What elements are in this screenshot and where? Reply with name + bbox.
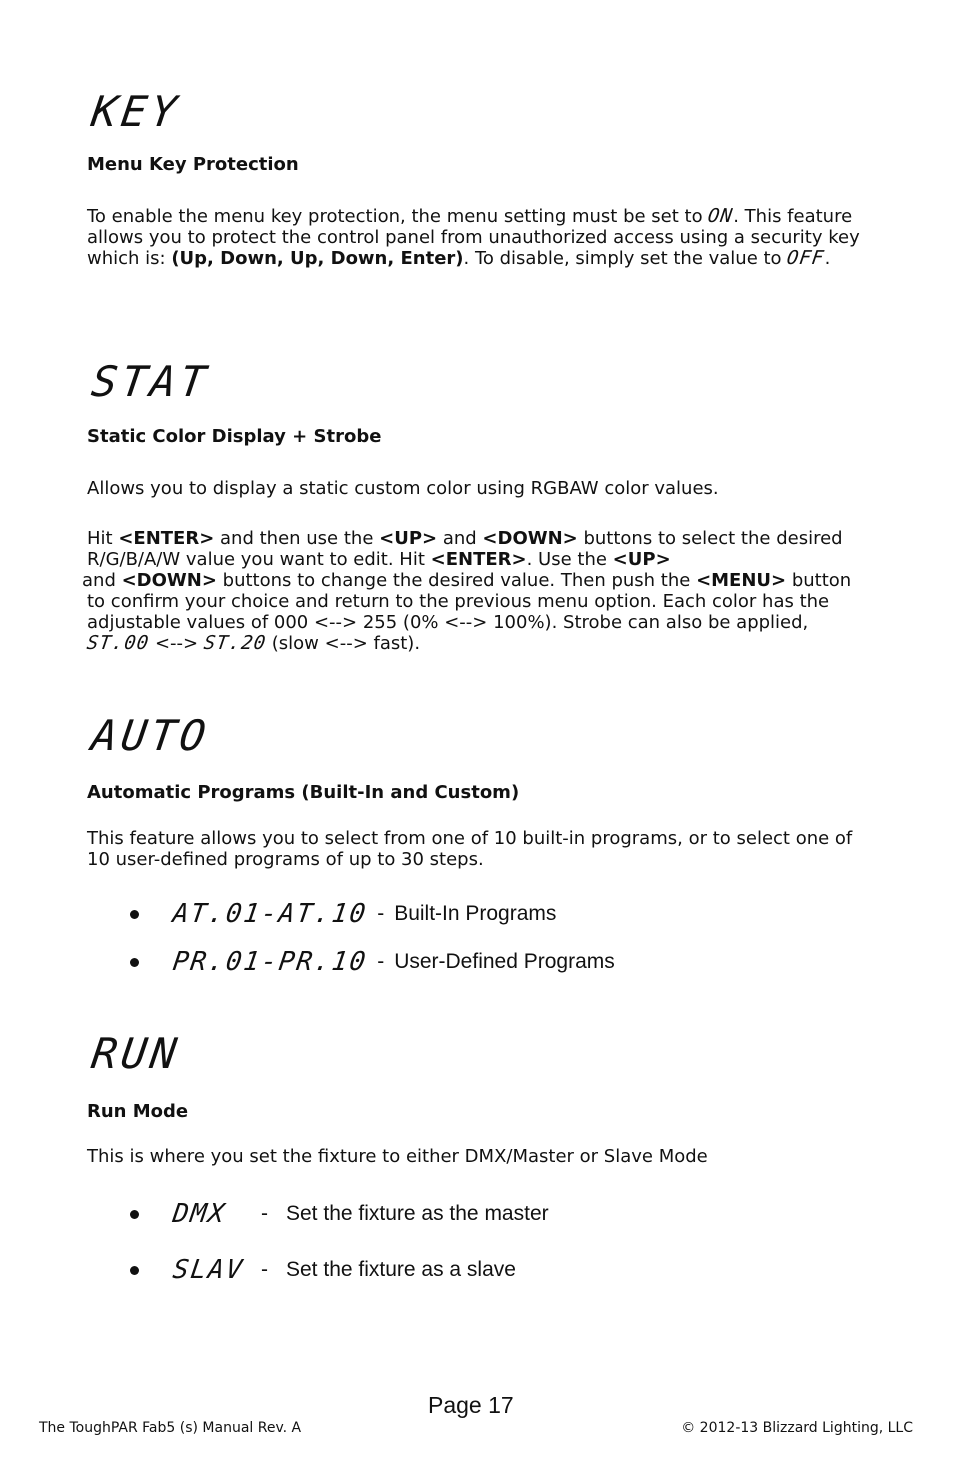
lcd-on-code: ON: [706, 205, 735, 227]
bullet-icon: [130, 958, 139, 967]
list-label: User-Defined Programs: [394, 950, 615, 973]
list-label: Set the fixture as the master: [286, 1202, 549, 1225]
bullet-icon: [130, 1210, 139, 1219]
list-dash: -: [261, 1258, 268, 1281]
stat-text: and then use the: [214, 528, 380, 549]
lcd-mode-code: DMX: [170, 1199, 229, 1229]
stat-text: Hit: [87, 528, 119, 549]
run-lcd-title: RUN: [88, 1029, 184, 1078]
bullet-icon: [130, 910, 139, 919]
list-item: [130, 1256, 516, 1284]
key-text-a: To enable the menu key protection, the menu setting must be set to: [87, 206, 709, 227]
page-number: Page 17: [428, 1392, 514, 1418]
lcd-program-code: PR.01-PR.10: [170, 947, 370, 977]
lcd-st20-code: ST.20: [202, 632, 268, 654]
stat-lcd-title: STAT: [88, 357, 213, 406]
stat-text: button to confirm your choice and return to the previous menu option. Each color has the adjustable values of 000 <--> 255 (0% <--> 100%). Strobe can also be applied,: [87, 570, 852, 633]
key-text-b: . This feature allows you to protect the control panel from unauthorized access using a security key which is:: [87, 206, 860, 269]
down-key-label: <DOWN>: [121, 570, 217, 591]
key-paragraph: [87, 206, 867, 269]
stat-arrow: <-->: [154, 633, 199, 654]
up-key-label: <UP>: [612, 549, 671, 570]
up-key-label: <UP>: [379, 528, 438, 549]
menu-key-label: <MENU>: [696, 570, 787, 591]
list-item: [130, 900, 556, 928]
list-dash: -: [377, 902, 385, 925]
key-lcd-title: KEY: [88, 87, 184, 136]
lcd-mode-code: SLAV: [170, 1255, 246, 1285]
list-item: [130, 1200, 549, 1228]
lcd-off-code: OFF: [785, 247, 827, 269]
stat-heading: Static Color Display + Strobe: [87, 426, 382, 447]
stat-paragraph-2: [82, 528, 867, 654]
lcd-program-code: AT.01-AT.10: [170, 899, 370, 929]
list-dash: -: [377, 950, 385, 973]
bullet-icon: [130, 1266, 139, 1275]
list-label: Set the fixture as a slave: [286, 1258, 516, 1281]
footer-copyright: © 2012-13 Blizzard Lighting, LLC: [681, 1420, 913, 1436]
stat-text: buttons to change the desired value. Then push the: [216, 570, 697, 591]
key-security-sequence: (Up, Down, Up, Down, Enter): [171, 248, 464, 269]
key-heading: Menu Key Protection: [87, 154, 299, 175]
list-dash: -: [261, 1202, 268, 1225]
run-paragraph: This is where you set the fixture to either DMX/Master or Slave Mode: [87, 1146, 708, 1167]
key-text-d: .: [824, 248, 831, 269]
stat-text: . Use the: [526, 549, 613, 570]
stat-text: and: [82, 570, 122, 591]
run-heading: Run Mode: [87, 1101, 189, 1122]
list-item: [130, 948, 615, 976]
stat-text: buttons to select the desired R/G/B/A/W value you want to edit. Hit: [87, 528, 843, 570]
stat-paragraph-1: Allows you to display a static custom color using RGBAW color values.: [87, 478, 719, 499]
auto-lcd-title: AUTO: [88, 711, 213, 760]
stat-text: and: [437, 528, 483, 549]
enter-key-label: <ENTER>: [118, 528, 215, 549]
footer-manual-title: The ToughPAR Fab5 (s) Manual Rev. A: [39, 1420, 302, 1436]
down-key-label: <DOWN>: [482, 528, 578, 549]
lcd-st00-code: ST.00: [85, 632, 151, 654]
key-text-c: . To disable, simply set the value to: [463, 248, 788, 269]
enter-key-label: <ENTER>: [430, 549, 527, 570]
stat-text-end: (slow <--> fast).: [271, 633, 421, 654]
list-label: Built-In Programs: [394, 902, 557, 925]
auto-heading: Automatic Programs (Built-In and Custom): [87, 782, 520, 803]
auto-paragraph: This feature allows you to select from one of 10 built-in programs, or to select one of 10 user-defined programs of up to 30 steps.: [87, 828, 853, 870]
